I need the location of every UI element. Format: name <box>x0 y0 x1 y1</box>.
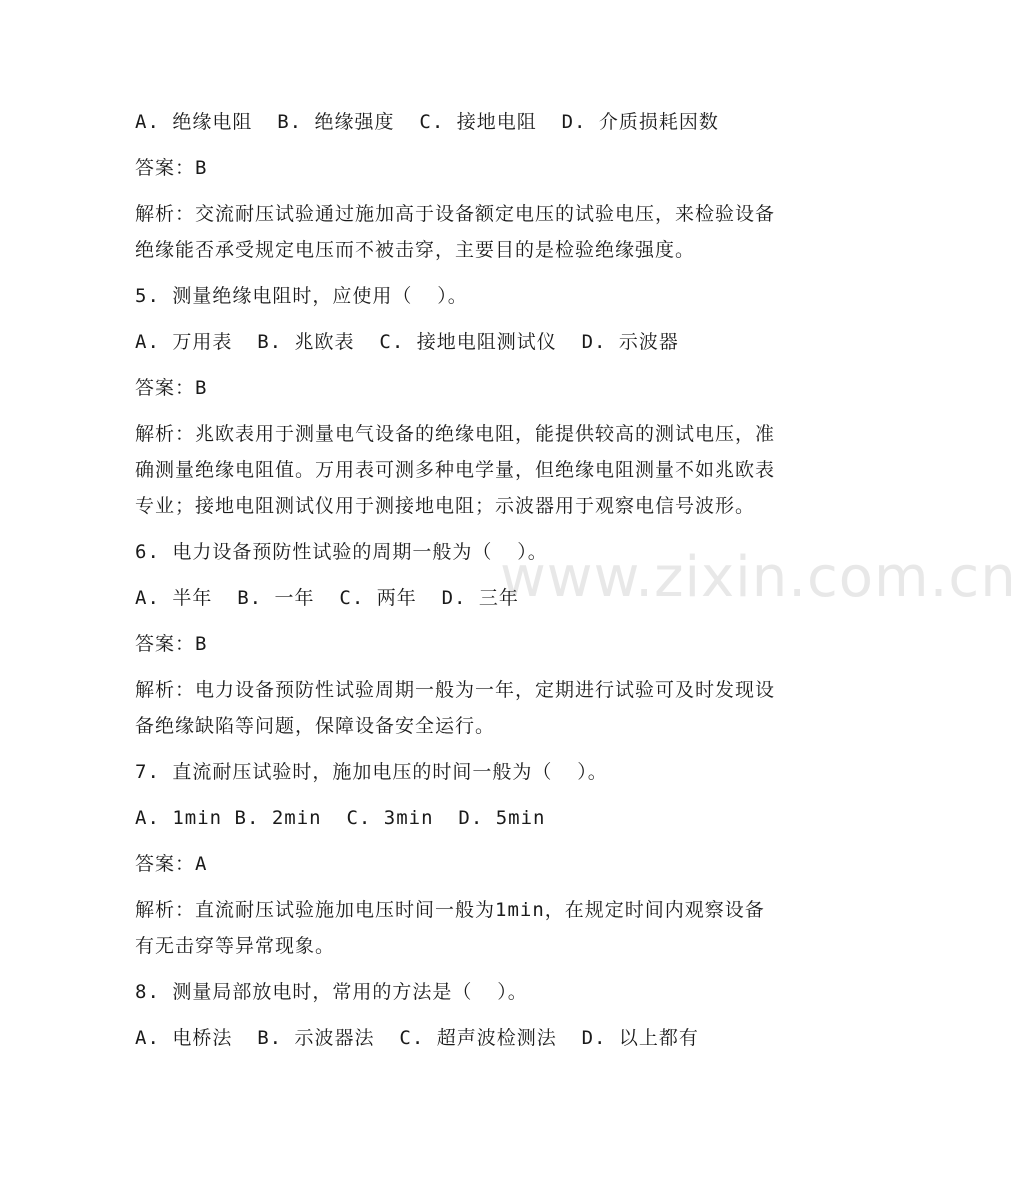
question-4-block <box>135 104 775 268</box>
question-5-explanation: 解析：兆欧表用于测量电气设备的绝缘电阻，能提供较高的测试电压，准确测量绝缘电阻值。万用表可测多种电学量，但绝缘电阻测量不如兆欧表专业；接地电阻测试仪用于测接地电阻；示波器用于观察电信号波形。 <box>135 423 776 517</box>
question-8-block <box>135 974 775 1056</box>
question-4-explanation: 解析：交流耐压试验通过施加高于设备额定电压的试验电压，来检验设备绝缘能否承受规定电压而不被击穿，主要目的是检验绝缘强度。 <box>135 203 776 261</box>
question-5-options: A. 万用表 B. 兆欧表 C. 接地电阻测试仪 D. 示波器 <box>135 331 679 353</box>
question-7-explanation: 解析：直流耐压试验施加电压时间一般为1min，在规定时间内观察设备有无击穿等异常现象。 <box>135 899 765 957</box>
question-5-block <box>135 278 775 524</box>
question-6-explanation: 解析：电力设备预防性试验周期一般为一年，定期进行试验可及时发现设备绝缘缺陷等问题，保障设备安全运行。 <box>135 679 776 737</box>
question-7-answer: 答案：A <box>135 853 208 875</box>
question-8-options: A. 电桥法 B. 示波器法 C. 超声波检测法 D. 以上都有 <box>135 1027 699 1049</box>
question-8-text: 8. 测量局部放电时，常用的方法是（ ）。 <box>135 981 528 1003</box>
question-7-block <box>135 754 775 964</box>
question-5-answer: 答案：B <box>135 377 208 399</box>
question-4-options: A. 绝缘电阻 B. 绝缘强度 C. 接地电阻 D. 介质损耗因数 <box>135 111 719 133</box>
question-5-text: 5. 测量绝缘电阻时，应使用（ ）。 <box>135 285 468 307</box>
question-6-options: A. 半年 B. 一年 C. 两年 D. 三年 <box>135 587 519 609</box>
question-6-text: 6. 电力设备预防性试验的周期一般为（ ）。 <box>135 541 548 563</box>
question-4-answer: 答案：B <box>135 157 208 179</box>
watermark-text: www.zixin.com.cn <box>500 545 1017 610</box>
question-6-block <box>135 534 775 744</box>
document-page <box>135 104 775 1066</box>
question-7-options: A. 1min B. 2min C. 3min D. 5min <box>135 807 546 829</box>
question-6-answer: 答案：B <box>135 633 208 655</box>
question-7-text: 7. 直流耐压试验时，施加电压的时间一般为（ ）。 <box>135 761 608 783</box>
